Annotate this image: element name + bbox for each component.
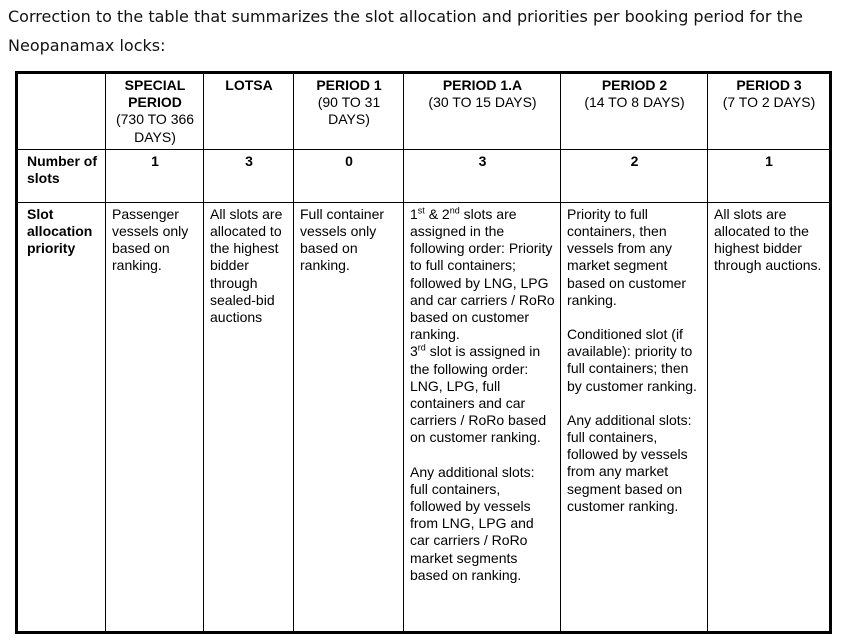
header-subtitle: (90 TO 31 DAYS) bbox=[317, 94, 381, 128]
intro-text: Correction to the table that summarizes the slot allocation and priorities per booking period for the Neopanamax locks: bbox=[8, 7, 803, 55]
number-of-slots-row bbox=[17, 149, 831, 202]
header-row bbox=[17, 73, 831, 150]
header-title: LOTSA bbox=[225, 77, 273, 93]
priority-special: Passenger vessels only based on ranking. bbox=[106, 202, 204, 632]
period-2-paragraph-2: Conditioned slot (if available): priority to full containers; then by customer ranking. bbox=[567, 326, 697, 394]
header-subtitle: (30 TO 15 DAYS) bbox=[428, 94, 537, 111]
priority-period-3: All slots are allocated to the highest bidder through auctions. bbox=[708, 202, 831, 632]
period-1a-paragraph-3: Any additional slots: full containers, followed by vessels from LNG, LPG and car carriers / RoRo market segments based on ranking. bbox=[410, 463, 535, 583]
period-1a-paragraph-2: 3rd slot is assigned in the following order: LNG, LPG, full containers and car carriers / RoRo based on customer ranking. bbox=[410, 342, 547, 446]
slots-value-special: 1 bbox=[106, 149, 204, 202]
period-2-paragraph-1: Priority to full containers, then vessels from any market segment based on customer ranking. bbox=[567, 205, 687, 308]
slot-allocation-priority-row bbox=[17, 202, 831, 632]
priority-lotsa: All slots are allocated to the highest bidder through sealed-bid auctions bbox=[204, 202, 294, 632]
slot-allocation-table bbox=[15, 71, 832, 634]
row-label-number-of-slots: Number of slots bbox=[17, 149, 106, 202]
header-subtitle: (7 TO 2 DAYS) bbox=[722, 94, 816, 111]
header-special-period bbox=[106, 73, 204, 150]
header-title: SPECIAL PERIOD bbox=[124, 77, 186, 111]
slots-value-period-3: 1 bbox=[708, 149, 831, 202]
priority-period-1a bbox=[404, 202, 561, 632]
header-subtitle: (14 TO 8 DAYS) bbox=[584, 94, 685, 111]
period-1a-paragraph-1: 1st & 2nd slots are assigned in the following order: Priority to full containers; followed by LNG, LPG and car carriers / RoRo based on customer ranking. bbox=[410, 205, 555, 343]
header-title: PERIOD 1.A bbox=[442, 77, 523, 93]
header-period-3 bbox=[708, 73, 831, 150]
slots-value-lotsa: 3 bbox=[204, 149, 294, 202]
header-subtitle: (730 TO 366 DAYS) bbox=[115, 111, 195, 145]
priority-period-1: Full container vessels only based on ranking. bbox=[294, 202, 404, 632]
header-period-2 bbox=[561, 73, 708, 150]
header-lotsa bbox=[204, 73, 294, 150]
header-title: PERIOD 1 bbox=[316, 77, 382, 93]
slots-value-period-1a: 3 bbox=[404, 149, 561, 202]
slots-value-period-1: 0 bbox=[294, 149, 404, 202]
row-label-slot-allocation-priority: Slot allocation priority bbox=[17, 202, 106, 632]
header-title: PERIOD 3 bbox=[736, 77, 802, 93]
header-title: PERIOD 2 bbox=[601, 77, 668, 93]
header-period-1 bbox=[294, 73, 404, 150]
header-period-1a bbox=[404, 73, 561, 150]
period-2-paragraph-3: Any additional slots: full containers, followed by vessels from any market segment based on customer ranking. bbox=[567, 411, 692, 514]
priority-period-2 bbox=[561, 202, 708, 632]
slots-value-period-2: 2 bbox=[561, 149, 708, 202]
header-cell-empty bbox=[17, 73, 106, 150]
